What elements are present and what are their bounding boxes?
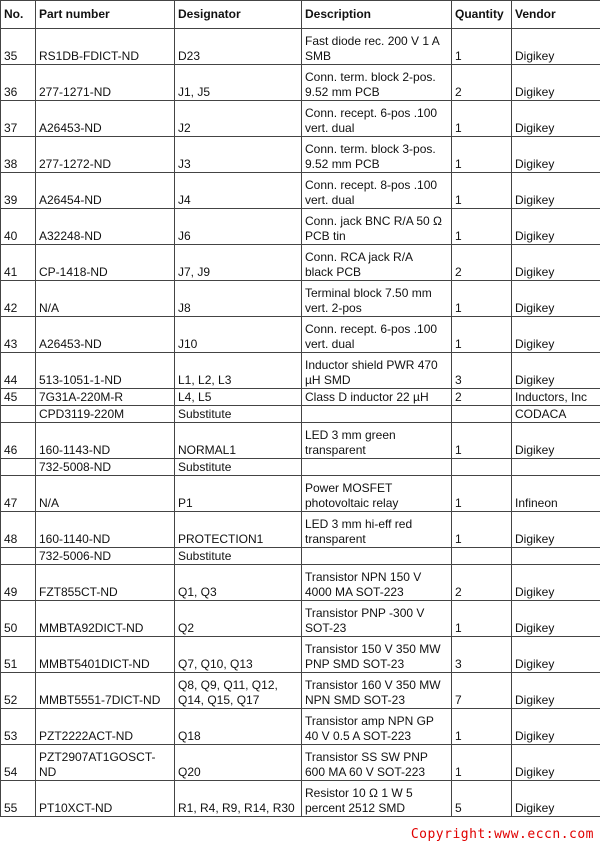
cell-part-number: A26453-ND bbox=[36, 101, 175, 137]
cell-description bbox=[302, 423, 452, 459]
header-part-number: Part number bbox=[36, 1, 175, 29]
table-row bbox=[1, 65, 600, 101]
table-row bbox=[1, 423, 600, 459]
cell-quantity: 7 bbox=[452, 673, 512, 709]
cell-description-line: Transistor NPN 150 V bbox=[305, 570, 422, 584]
cell-description-line: 9.52 mm PCB bbox=[305, 85, 380, 99]
cell-description-line: black PCB bbox=[305, 265, 362, 279]
cell-designator: J7, J9 bbox=[175, 245, 302, 281]
cell-description-line: Conn. jack BNC R/A 50 Ω bbox=[305, 214, 443, 228]
cell-quantity: 1 bbox=[452, 29, 512, 65]
cell-vendor: Digikey bbox=[512, 317, 600, 353]
cell-vendor: Digikey bbox=[512, 245, 600, 281]
cell-designator: P1 bbox=[175, 476, 302, 512]
cell-no: 51 bbox=[1, 637, 36, 673]
cell-designator: J6 bbox=[175, 209, 302, 245]
cell-part-number bbox=[36, 745, 175, 781]
cell-quantity: 1 bbox=[452, 173, 512, 209]
cell-description bbox=[302, 673, 452, 709]
table-row bbox=[1, 101, 600, 137]
cell-no bbox=[1, 548, 36, 565]
cell-designator: J3 bbox=[175, 137, 302, 173]
cell-vendor: Digikey bbox=[512, 637, 600, 673]
cell-vendor: Digikey bbox=[512, 173, 600, 209]
cell-description-line: Transistor 160 V 350 MW bbox=[305, 678, 441, 692]
cell-description-line: LED 3 mm hi-eff red bbox=[305, 517, 413, 531]
header-vendor: Vendor bbox=[512, 1, 600, 29]
table-row bbox=[1, 673, 600, 709]
cell-description-line: Class D inductor 22 µH bbox=[305, 390, 429, 404]
cell-quantity: 1 bbox=[452, 281, 512, 317]
cell-part-number: N/A bbox=[36, 281, 175, 317]
cell-designator: J4 bbox=[175, 173, 302, 209]
header-description: Description bbox=[302, 1, 452, 29]
cell-quantity: 1 bbox=[452, 745, 512, 781]
cell-description bbox=[302, 745, 452, 781]
cell-part-number: RS1DB-FDICT-ND bbox=[36, 29, 175, 65]
cell-no: 48 bbox=[1, 512, 36, 548]
cell-no: 35 bbox=[1, 29, 36, 65]
table-row bbox=[1, 637, 600, 673]
cell-vendor: Digikey bbox=[512, 423, 600, 459]
cell-description bbox=[302, 29, 452, 65]
cell-description-line: Conn. term. block 2-pos. bbox=[305, 70, 436, 84]
cell-designator: L4, L5 bbox=[175, 389, 302, 406]
cell-designator: J2 bbox=[175, 101, 302, 137]
cell-no: 43 bbox=[1, 317, 36, 353]
cell-description-line: Transistor SS SW PNP bbox=[305, 750, 428, 764]
cell-vendor: Digikey bbox=[512, 101, 600, 137]
cell-vendor: Digikey bbox=[512, 137, 600, 173]
cell-part-number: CPD3119-220M bbox=[36, 406, 175, 423]
table-row bbox=[1, 459, 600, 476]
cell-designator: D23 bbox=[175, 29, 302, 65]
cell-quantity: 2 bbox=[452, 389, 512, 406]
cell-description-line: vert. dual bbox=[305, 193, 355, 207]
cell-description-line: vert. 2-pos bbox=[305, 301, 362, 315]
cell-description-line: Transistor 150 V 350 MW bbox=[305, 642, 441, 656]
cell-vendor bbox=[512, 548, 600, 565]
cell-part-number: 7G31A-220M-R bbox=[36, 389, 175, 406]
cell-quantity: 1 bbox=[452, 101, 512, 137]
cell-description-line: Conn. term. block 3-pos. bbox=[305, 142, 436, 156]
cell-vendor: Digikey bbox=[512, 209, 600, 245]
cell-description-line: Terminal block 7.50 mm bbox=[305, 286, 432, 300]
cell-description-line: percent 2512 SMD bbox=[305, 801, 406, 815]
cell-designator: L1, L2, L3 bbox=[175, 353, 302, 389]
cell-designator-line: Q14, Q15, Q17 bbox=[178, 693, 260, 707]
cell-quantity: 5 bbox=[452, 781, 512, 817]
cell-part-number: 732-5008-ND bbox=[36, 459, 175, 476]
cell-no: 39 bbox=[1, 173, 36, 209]
cell-description-line: Transistor amp NPN GP bbox=[305, 714, 434, 728]
table-row bbox=[1, 281, 600, 317]
cell-part-number: MMBT5551-7DICT-ND bbox=[36, 673, 175, 709]
cell-part-number: 732-5006-ND bbox=[36, 548, 175, 565]
table-row bbox=[1, 29, 600, 65]
cell-description bbox=[302, 476, 452, 512]
cell-description-line: transparent bbox=[305, 443, 366, 457]
cell-part-number: CP-1418-ND bbox=[36, 245, 175, 281]
cell-description bbox=[302, 781, 452, 817]
table-row bbox=[1, 317, 600, 353]
cell-description bbox=[302, 281, 452, 317]
cell-designator: J10 bbox=[175, 317, 302, 353]
cell-description bbox=[302, 245, 452, 281]
table-row bbox=[1, 476, 600, 512]
cell-description bbox=[302, 101, 452, 137]
cell-quantity: 2 bbox=[452, 65, 512, 101]
table-row bbox=[1, 565, 600, 601]
cell-no: 37 bbox=[1, 101, 36, 137]
cell-vendor: Digikey bbox=[512, 709, 600, 745]
cell-designator: J1, J5 bbox=[175, 65, 302, 101]
cell-description bbox=[302, 601, 452, 637]
cell-description-line: Conn. recept. 8-pos .100 bbox=[305, 178, 438, 192]
table-row bbox=[1, 512, 600, 548]
table-row bbox=[1, 601, 600, 637]
cell-part-number-line: PZT2907AT1GOSCT- bbox=[39, 750, 156, 764]
cell-description bbox=[302, 389, 452, 406]
table-row bbox=[1, 389, 600, 406]
cell-description-line: 4000 MA SOT-223 bbox=[305, 585, 404, 599]
cell-description bbox=[302, 209, 452, 245]
cell-part-number-line: ND bbox=[39, 765, 57, 779]
table-row bbox=[1, 209, 600, 245]
cell-no: 40 bbox=[1, 209, 36, 245]
cell-designator: Q20 bbox=[175, 745, 302, 781]
cell-quantity: 1 bbox=[452, 709, 512, 745]
cell-description-line: 40 V 0.5 A SOT-223 bbox=[305, 729, 412, 743]
cell-description bbox=[302, 565, 452, 601]
cell-vendor: CODACA bbox=[512, 406, 600, 423]
cell-designator: Substitute bbox=[175, 406, 302, 423]
cell-description bbox=[302, 637, 452, 673]
cell-description-line: Conn. recept. 6-pos .100 bbox=[305, 106, 438, 120]
cell-part-number: PZT2222ACT-ND bbox=[36, 709, 175, 745]
cell-part-number: 160-1143-ND bbox=[36, 423, 175, 459]
cell-quantity: 1 bbox=[452, 512, 512, 548]
cell-designator: J8 bbox=[175, 281, 302, 317]
table-row bbox=[1, 137, 600, 173]
cell-description-line: Inductor shield PWR 470 bbox=[305, 358, 438, 372]
cell-no: 55 bbox=[1, 781, 36, 817]
cell-part-number: 160-1140-ND bbox=[36, 512, 175, 548]
cell-description-line: LED 3 mm green bbox=[305, 428, 396, 442]
cell-quantity: 1 bbox=[452, 601, 512, 637]
cell-vendor: Digikey bbox=[512, 601, 600, 637]
cell-description-line: 9.52 mm PCB bbox=[305, 157, 380, 171]
cell-vendor: Inductors, Inc bbox=[512, 389, 600, 406]
table-row bbox=[1, 709, 600, 745]
cell-description-line: transparent bbox=[305, 532, 366, 546]
header-quantity: Quantity bbox=[452, 1, 512, 29]
cell-description-line: NPN SMD SOT-23 bbox=[305, 693, 406, 707]
table-body bbox=[1, 29, 600, 817]
cell-no: 41 bbox=[1, 245, 36, 281]
cell-no: 52 bbox=[1, 673, 36, 709]
table-row bbox=[1, 406, 600, 423]
cell-description-line: PCB tin bbox=[305, 229, 346, 243]
cell-vendor: Digikey bbox=[512, 281, 600, 317]
cell-no: 54 bbox=[1, 745, 36, 781]
cell-description-line: 600 MA 60 V SOT-223 bbox=[305, 765, 426, 779]
cell-part-number: A26453-ND bbox=[36, 317, 175, 353]
table-row bbox=[1, 781, 600, 817]
cell-description bbox=[302, 65, 452, 101]
cell-description bbox=[302, 709, 452, 745]
cell-designator: Q2 bbox=[175, 601, 302, 637]
cell-quantity: 1 bbox=[452, 317, 512, 353]
cell-vendor bbox=[512, 459, 600, 476]
cell-vendor: Digikey bbox=[512, 781, 600, 817]
table-row bbox=[1, 745, 600, 781]
cell-part-number: A32248-ND bbox=[36, 209, 175, 245]
table-row bbox=[1, 245, 600, 281]
cell-quantity: 1 bbox=[452, 209, 512, 245]
cell-description-line: Resistor 10 Ω 1 W 5 bbox=[305, 786, 413, 800]
cell-description bbox=[302, 459, 452, 476]
cell-quantity bbox=[452, 406, 512, 423]
cell-no bbox=[1, 459, 36, 476]
cell-vendor: Digikey bbox=[512, 512, 600, 548]
cell-quantity: 3 bbox=[452, 353, 512, 389]
cell-description bbox=[302, 317, 452, 353]
cell-part-number: 513-1051-1-ND bbox=[36, 353, 175, 389]
cell-quantity: 3 bbox=[452, 637, 512, 673]
cell-description bbox=[302, 353, 452, 389]
cell-no: 46 bbox=[1, 423, 36, 459]
cell-vendor: Digikey bbox=[512, 353, 600, 389]
cell-vendor: Digikey bbox=[512, 29, 600, 65]
cell-description-line: µH SMD bbox=[305, 373, 351, 387]
cell-part-number: MMBTA92DICT-ND bbox=[36, 601, 175, 637]
cell-part-number: 277-1272-ND bbox=[36, 137, 175, 173]
cell-vendor: Digikey bbox=[512, 565, 600, 601]
header-no: No. bbox=[1, 1, 36, 29]
cell-quantity bbox=[452, 459, 512, 476]
cell-description-line: SMB bbox=[305, 49, 332, 63]
cell-quantity: 1 bbox=[452, 476, 512, 512]
table-row bbox=[1, 548, 600, 565]
cell-no: 49 bbox=[1, 565, 36, 601]
cell-description bbox=[302, 512, 452, 548]
watermark: Copyright:www.eccn.com bbox=[410, 827, 594, 842]
cell-description bbox=[302, 406, 452, 423]
cell-designator: Q18 bbox=[175, 709, 302, 745]
cell-description-line: Transistor PNP -300 V bbox=[305, 606, 425, 620]
cell-no: 45 bbox=[1, 389, 36, 406]
cell-description-line: vert. dual bbox=[305, 337, 355, 351]
cell-description-line: PNP SMD SOT-23 bbox=[305, 657, 405, 671]
cell-designator: Q1, Q3 bbox=[175, 565, 302, 601]
cell-description bbox=[302, 137, 452, 173]
header-row bbox=[1, 1, 600, 29]
cell-description-line: photovoltaic relay bbox=[305, 496, 399, 510]
cell-description bbox=[302, 548, 452, 565]
table-row bbox=[1, 173, 600, 209]
cell-quantity bbox=[452, 548, 512, 565]
cell-part-number: MMBT5401DICT-ND bbox=[36, 637, 175, 673]
cell-description-line: SOT-23 bbox=[305, 621, 347, 635]
cell-no: 53 bbox=[1, 709, 36, 745]
cell-vendor: Digikey bbox=[512, 673, 600, 709]
cell-description-line: Power MOSFET bbox=[305, 481, 393, 495]
cell-vendor: Digikey bbox=[512, 65, 600, 101]
cell-vendor: Infineon bbox=[512, 476, 600, 512]
cell-no: 36 bbox=[1, 65, 36, 101]
cell-description-line: Conn. recept. 6-pos .100 bbox=[305, 322, 438, 336]
cell-designator: Q7, Q10, Q13 bbox=[175, 637, 302, 673]
cell-description-line: Conn. RCA jack R/A bbox=[305, 250, 414, 264]
cell-designator: Substitute bbox=[175, 459, 302, 476]
cell-quantity: 2 bbox=[452, 245, 512, 281]
cell-quantity: 1 bbox=[452, 423, 512, 459]
cell-part-number: A26454-ND bbox=[36, 173, 175, 209]
cell-designator: R1, R4, R9, R14, R30 bbox=[175, 781, 302, 817]
cell-part-number: PT10XCT-ND bbox=[36, 781, 175, 817]
cell-no: 42 bbox=[1, 281, 36, 317]
table-row bbox=[1, 353, 600, 389]
cell-designator: PROTECTION1 bbox=[175, 512, 302, 548]
cell-description-line: Fast diode rec. 200 V 1 A bbox=[305, 34, 440, 48]
cell-designator-line: Q8, Q9, Q11, Q12, bbox=[178, 678, 278, 692]
header-designator: Designator bbox=[175, 1, 302, 29]
cell-part-number: FZT855CT-ND bbox=[36, 565, 175, 601]
cell-no bbox=[1, 406, 36, 423]
cell-description-line: vert. dual bbox=[305, 121, 355, 135]
cell-description bbox=[302, 173, 452, 209]
cell-part-number: N/A bbox=[36, 476, 175, 512]
cell-no: 50 bbox=[1, 601, 36, 637]
cell-designator: NORMAL1 bbox=[175, 423, 302, 459]
cell-quantity: 1 bbox=[452, 137, 512, 173]
cell-designator bbox=[175, 673, 302, 709]
cell-quantity: 2 bbox=[452, 565, 512, 601]
cell-no: 44 bbox=[1, 353, 36, 389]
cell-no: 38 bbox=[1, 137, 36, 173]
cell-vendor: Digikey bbox=[512, 745, 600, 781]
cell-designator: Substitute bbox=[175, 548, 302, 565]
cell-part-number: 277-1271-ND bbox=[36, 65, 175, 101]
cell-no: 47 bbox=[1, 476, 36, 512]
